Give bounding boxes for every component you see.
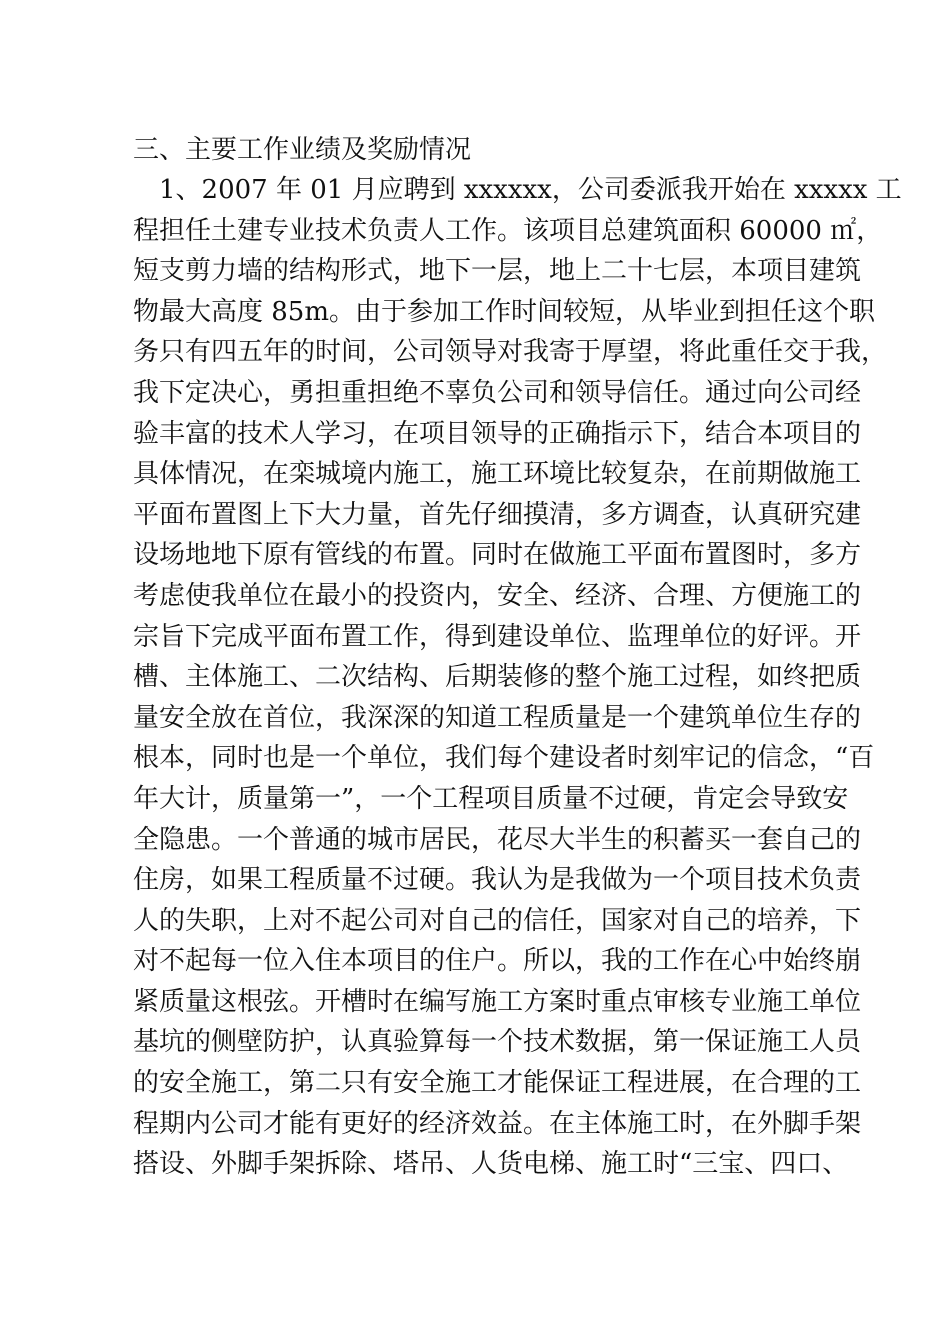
paragraph-line: 程担任土建专业技术负责人工作。该项目总建筑面积 60000 ㎡，	[133, 215, 883, 246]
paragraph-line: 住房，如果工程质量不过硬。我认为是我做为一个项目技术负责	[133, 865, 862, 896]
section-heading: 三、主要工作业绩及奖励情况	[133, 135, 472, 165]
document-body	[133, 130, 902, 1185]
paragraph-line: 人的失职，上对不起公司对自己的信任，国家对自己的培养，下	[133, 905, 862, 936]
paragraph-line: 平面布置图上下大力量，首先仔细摸清，多方调查，认真研究建	[133, 499, 862, 530]
paragraph-line: 的安全施工，第二只有安全施工才能保证工程进展，在合理的工	[133, 1068, 862, 1099]
paragraph-line: 短支剪力墙的结构形式，地下一层，地上二十七层，本项目建筑	[133, 256, 862, 287]
paragraph-line: 搭设、外脚手架拆除、塔吊、人货电梯、施工时“三宝、四口、	[133, 1149, 849, 1180]
paragraph-line: 紧质量这根弦。开槽时在编写施工方案时重点审核专业施工单位	[133, 986, 862, 1017]
achievement-paragraph	[133, 170, 902, 1185]
paragraph-line: 全隐患。一个普通的城市居民，花尽大半生的积蓄买一套自己的	[133, 824, 862, 855]
paragraph-line: 程期内公司才能有更好的经济效益。在主体施工时，在外脚手架	[133, 1108, 862, 1139]
paragraph-line: 1、2007 年 01 月应聘到 xxxxxx，公司委派我开始在 xxxxx 工	[159, 175, 902, 205]
paragraph-line: 务只有四五年的时间，公司领导对我寄于厚望，将此重任交于我，	[133, 337, 888, 368]
paragraph-line: 考虑使我单位在最小的投资内，安全、经济、合理、方便施工的	[133, 580, 862, 611]
paragraph-line: 量安全放在首位，我深深的知道工程质量是一个建筑单位生存的	[133, 702, 862, 733]
paragraph-line: 设场地地下原有管线的布置。同时在做施工平面布置图时，多方	[133, 540, 862, 571]
paragraph-line: 对不起每一位入住本项目的住户。所以，我的工作在心中始终崩	[133, 946, 862, 977]
paragraph-line: 根本，同时也是一个单位，我们每个建设者时刻牢记的信念，“百	[133, 743, 875, 774]
paragraph-line: 物最大高度 85m。由于参加工作时间较短，从毕业到担任这个职	[133, 296, 876, 327]
paragraph-line: 我下定决心，勇担重担绝不辜负公司和领导信任。通过向公司经	[133, 377, 862, 408]
paragraph-line: 具体情况，在栾城境内施工，施工环境比较复杂，在前期做施工	[133, 459, 862, 490]
paragraph-line: 基坑的侧壁防护，认真验算每一个技术数据，第一保证施工人员	[133, 1027, 862, 1058]
paragraph-line: 槽、主体施工、二次结构、后期装修的整个施工过程，如终把质	[133, 662, 862, 693]
paragraph-line: 宗旨下完成平面布置工作，得到建设单位、监理单位的好评。开	[133, 621, 862, 652]
paragraph-line: 验丰富的技术人学习，在项目领导的正确指示下，结合本项目的	[133, 418, 862, 449]
paragraph-line: 年大计，质量第一”，一个工程项目质量不过硬，肯定会导致安	[133, 783, 849, 814]
